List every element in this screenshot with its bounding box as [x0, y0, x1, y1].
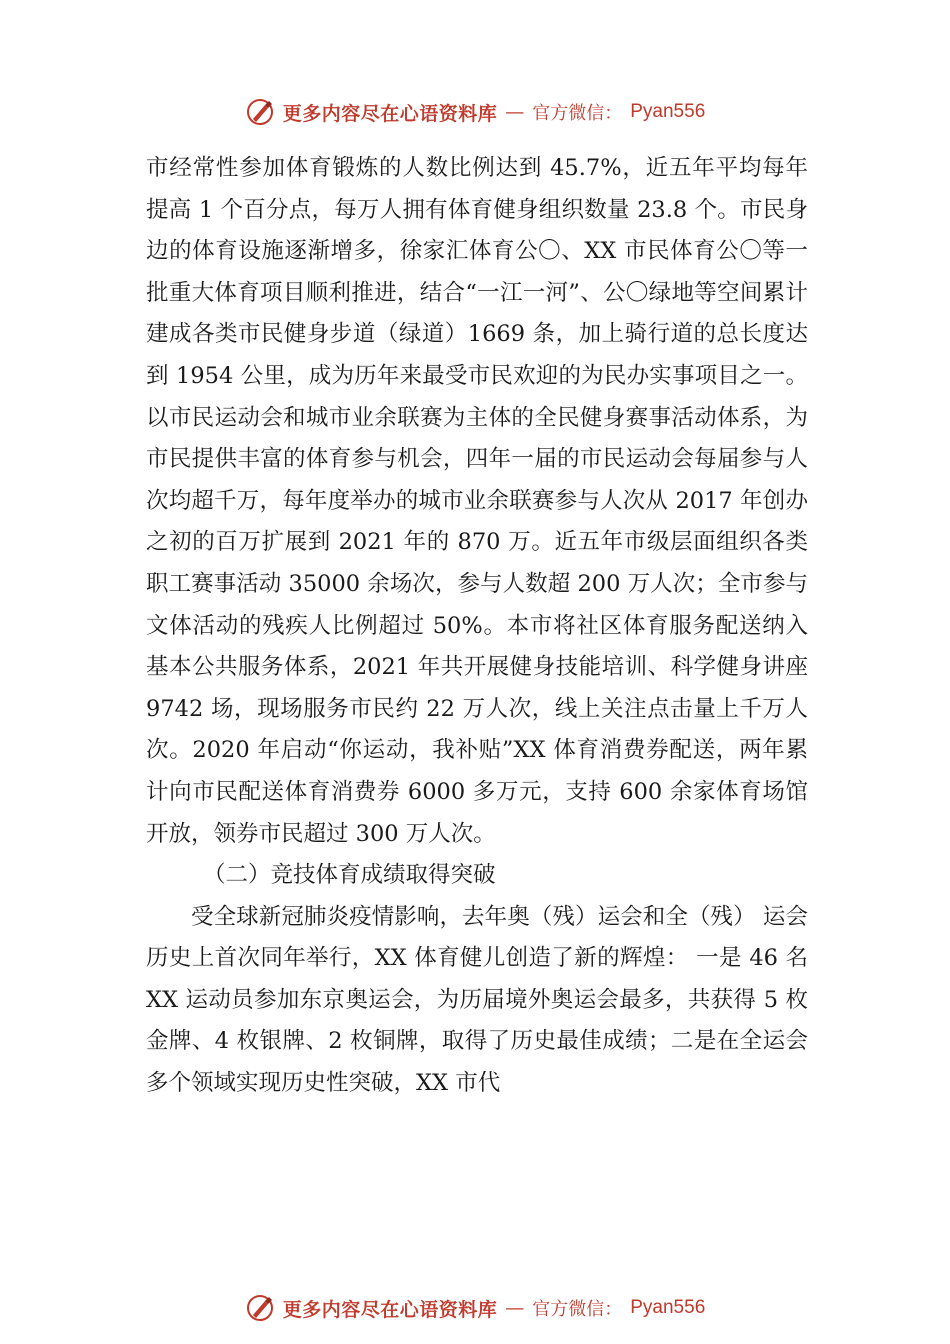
banner-wechat-id: Pyan556	[630, 1297, 706, 1318]
pen-nib-circle-icon	[245, 97, 275, 127]
body-paragraph-2: 受全球新冠肺炎疫情影响，去年奥（残）运会和全（残） 运会历史上首次同年举行，XX 体育健儿创造了新的辉煌： 一是 46 名 XX 运动员参加东京奥运会，为历届境外奥运会最多，共获得 5 枚金牌、4 枚银牌、2 枚铜牌，取得了历史最佳成绩；二是在全运会多个领域实现历史性突破，XX 市代	[146, 903, 808, 1097]
banner-main-text: 更多内容尽在心语资料库	[282, 1298, 498, 1321]
banner-sub-text: 官方微信：	[532, 1299, 623, 1320]
body-paragraph-1: 市经常性参加体育锻炼的人数比例达到 45.7%，近五年平均每年提高 1 个百分点，每万人拥有体育健身组织数量 23.8 个。市民身边的体育设施逐渐增多，徐家汇体育公〇、XX 市民体育公〇等一批重大体育项目顺利推进，结合“一江一河”、公〇绿地等空间累计建成各类市民健身步道（绿道）1669 条，加上骑行道的总长度达到 1954 公里，成为历年来最受市民欢迎的为民办实事项目之一。以市民运动会和城市业余联赛为主体的全民健身赛事活动体系，为市民提供丰富的体育参与机会，四年一届的市民运动会每届参与人次均超千万，每年度举办的城市业余联赛参与人次从 2017 年创办之初的百万扩展到 2021 年的 870 万。近五年市级层面组织各类职工赛事活动 35000 余场次，参与人数超 200 万人次；全市参与文体活动的残疾人比例超过 50%。本市将社区体育服务配送纳入基本公共服务体系，2021 年共开展健身技能培训、科学健身讲座 9742 场，现场服务市民约 22 万人次，线上关注点击量上千万人次。2020 年启动“你运动，我补贴”XX 体育消费券配送，两年累计向市民配送体育消费券 6000 多万元，支持 600 余家体育场馆开放，领券市民超过 300 万人次。	[146, 155, 808, 847]
footer-banner	[0, 1288, 950, 1328]
header-banner	[0, 92, 950, 132]
banner-separator: —	[505, 1297, 525, 1319]
section-heading: （二）竞技体育成绩取得突破	[203, 862, 496, 889]
banner-separator: —	[505, 101, 525, 123]
banner-main-text: 更多内容尽在心语资料库	[282, 102, 498, 125]
banner-wechat-id: Pyan556	[630, 101, 706, 122]
pen-nib-circle-icon	[245, 1293, 275, 1323]
banner-sub-text: 官方微信：	[532, 103, 623, 124]
document-body	[146, 148, 808, 1105]
